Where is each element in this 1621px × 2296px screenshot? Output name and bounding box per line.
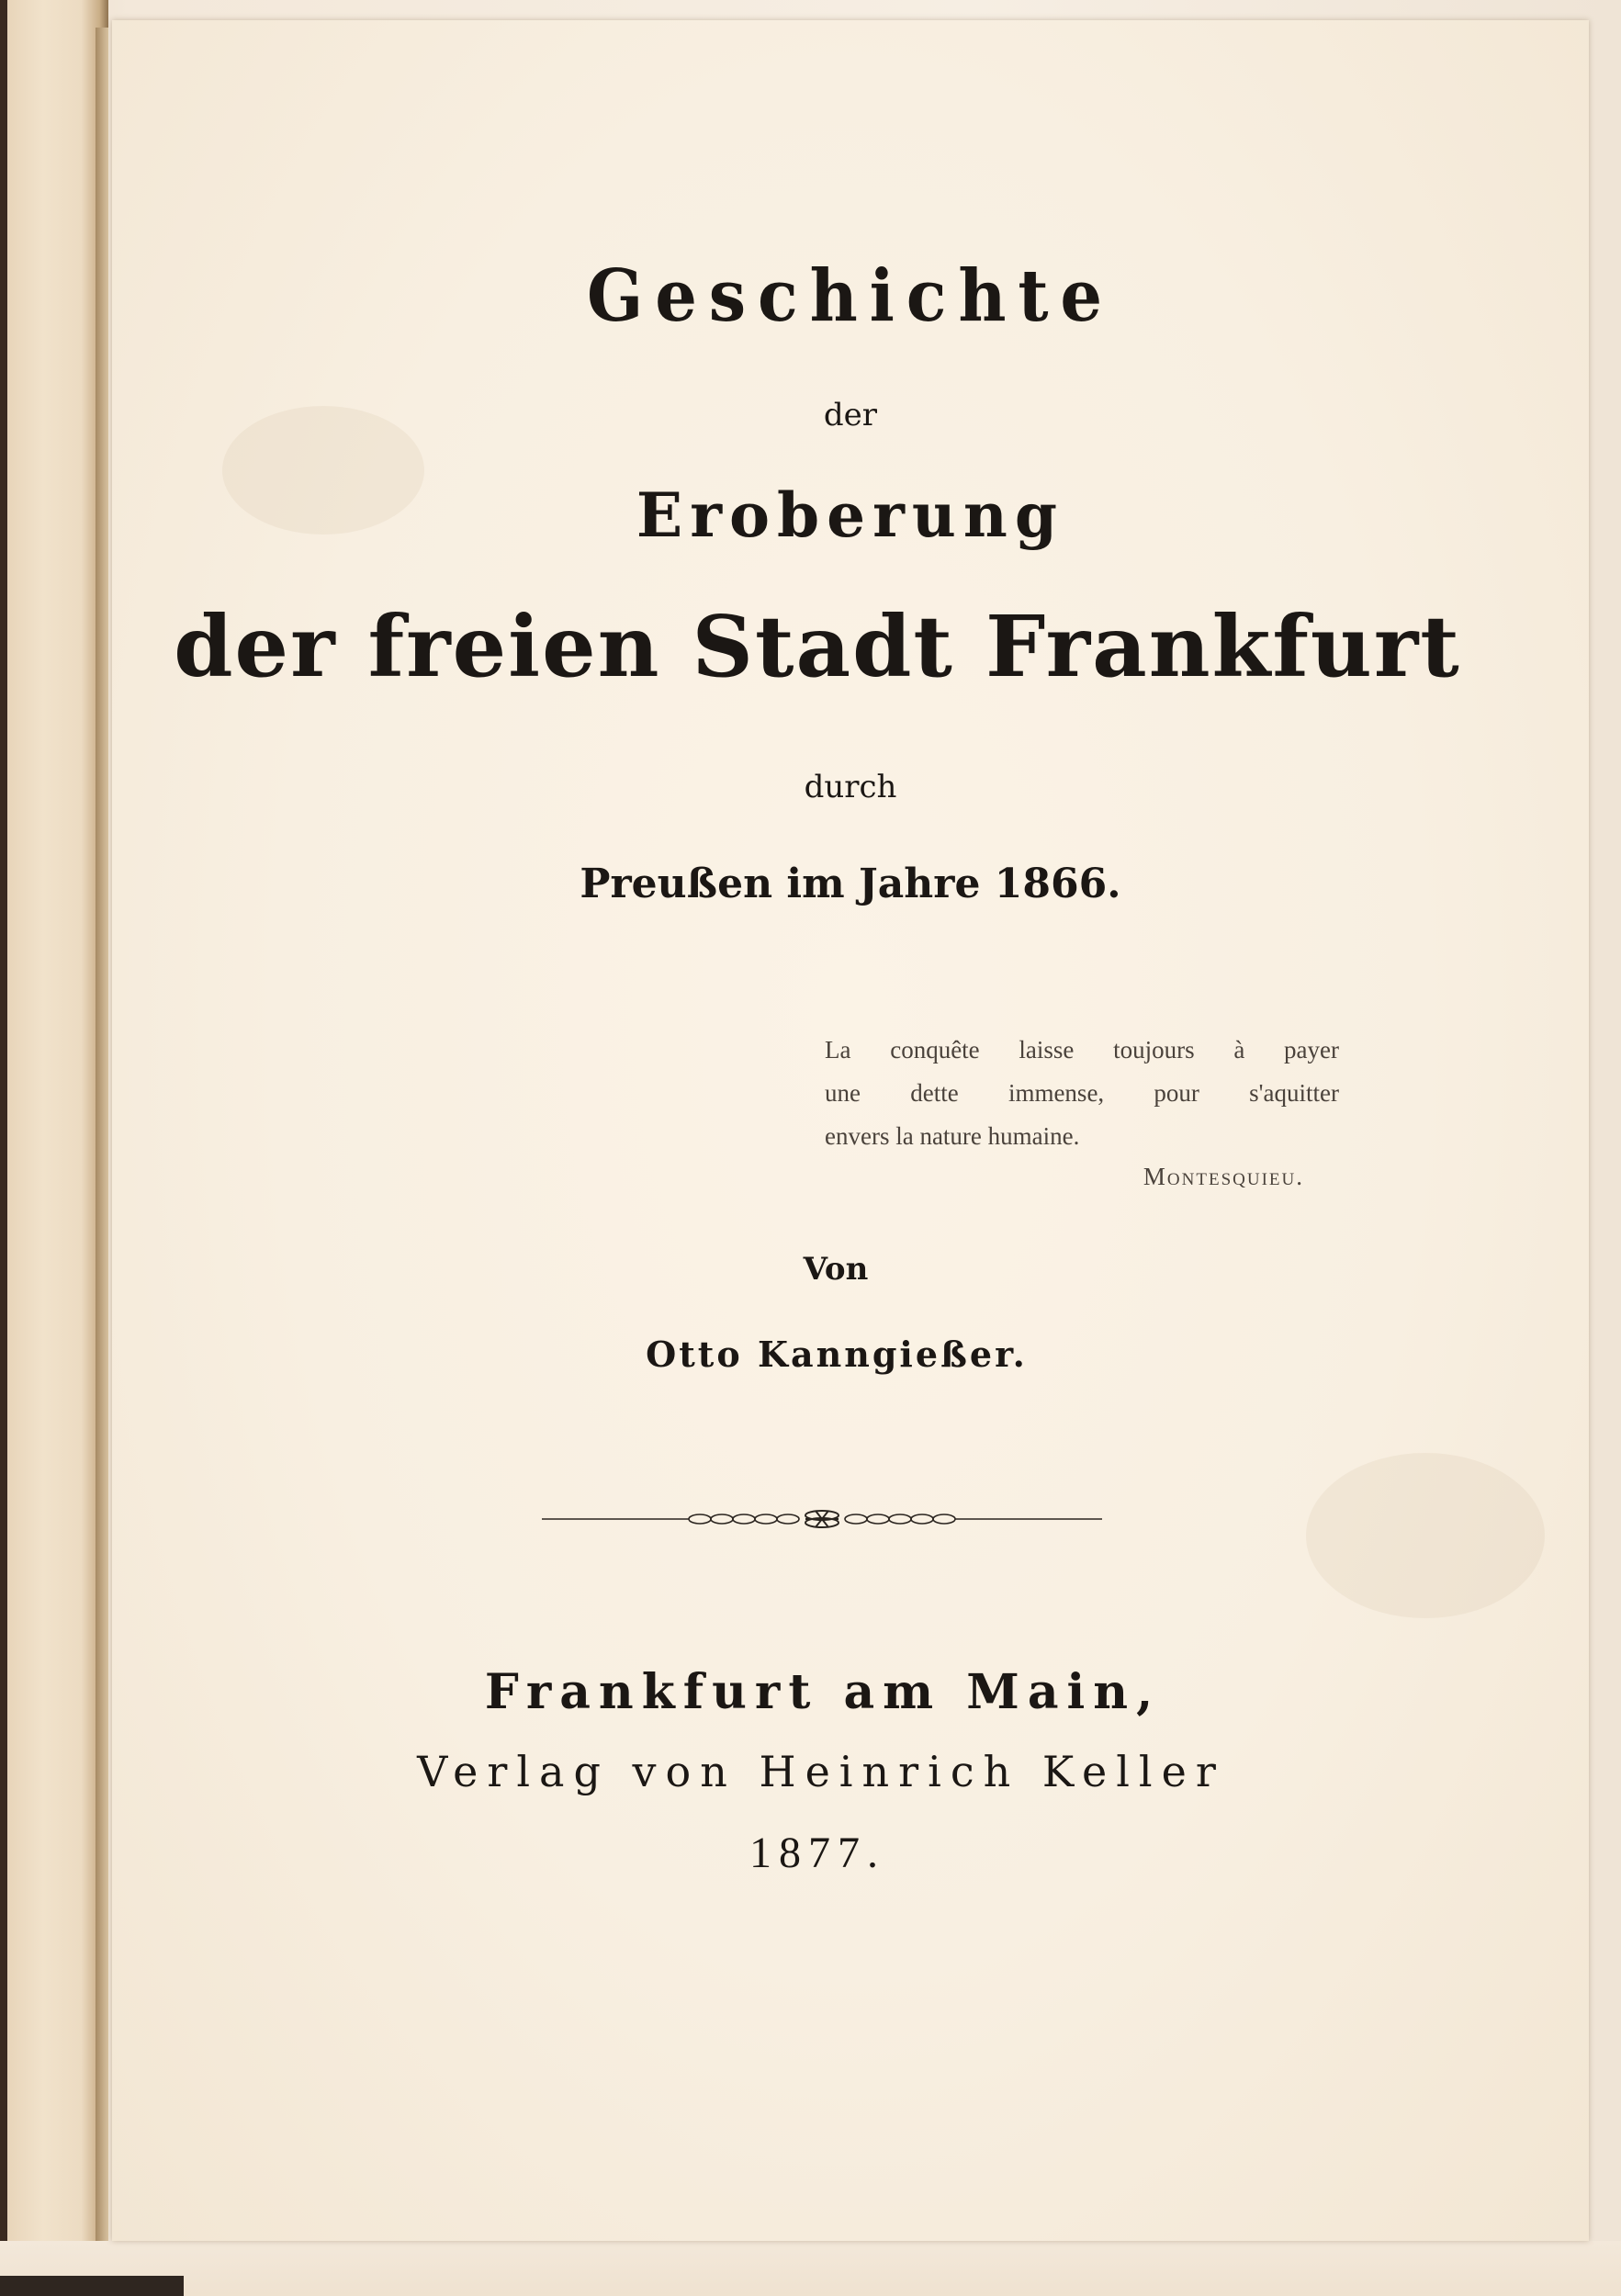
book-cover-edge <box>0 0 108 2296</box>
title-page <box>112 20 1589 2241</box>
bottom-binding <box>0 2276 184 2296</box>
title-durch: durch <box>804 769 897 805</box>
paper-stain <box>1306 1453 1545 1618</box>
book-title: Geschichte <box>587 254 1114 338</box>
byline-von: Von <box>803 1251 869 1288</box>
bottom-cover-edge <box>0 2241 1621 2296</box>
title-der: der <box>823 397 878 433</box>
author-name: Otto Kanngießer. <box>646 1334 1028 1375</box>
imprint-publisher: Verlag von Heinrich Keller <box>417 1747 1225 1796</box>
imprint-year: 1877. <box>749 1829 885 1877</box>
epigraph-line: La conquête laisse toujours à payer <box>825 1036 1339 1064</box>
epigraph-author: Montesquieu. <box>1143 1163 1304 1190</box>
epigraph <box>825 1029 1339 1195</box>
cover-binding <box>0 0 7 2296</box>
imprint-city: Frankfurt am Main, <box>484 1664 1162 1720</box>
spine-shadow <box>96 28 108 2268</box>
title-preussen: Preußen im Jahre 1866. <box>580 861 1121 907</box>
title-headline: der freien Stadt Frankfurt <box>174 597 1461 696</box>
epigraph-line: envers la nature humaine. <box>825 1122 1080 1150</box>
title-eroberung: Eroberung <box>636 479 1065 551</box>
epigraph-line: une dette immense, pour s'aquitter <box>825 1079 1339 1107</box>
ornamental-rule <box>542 1508 1102 1530</box>
